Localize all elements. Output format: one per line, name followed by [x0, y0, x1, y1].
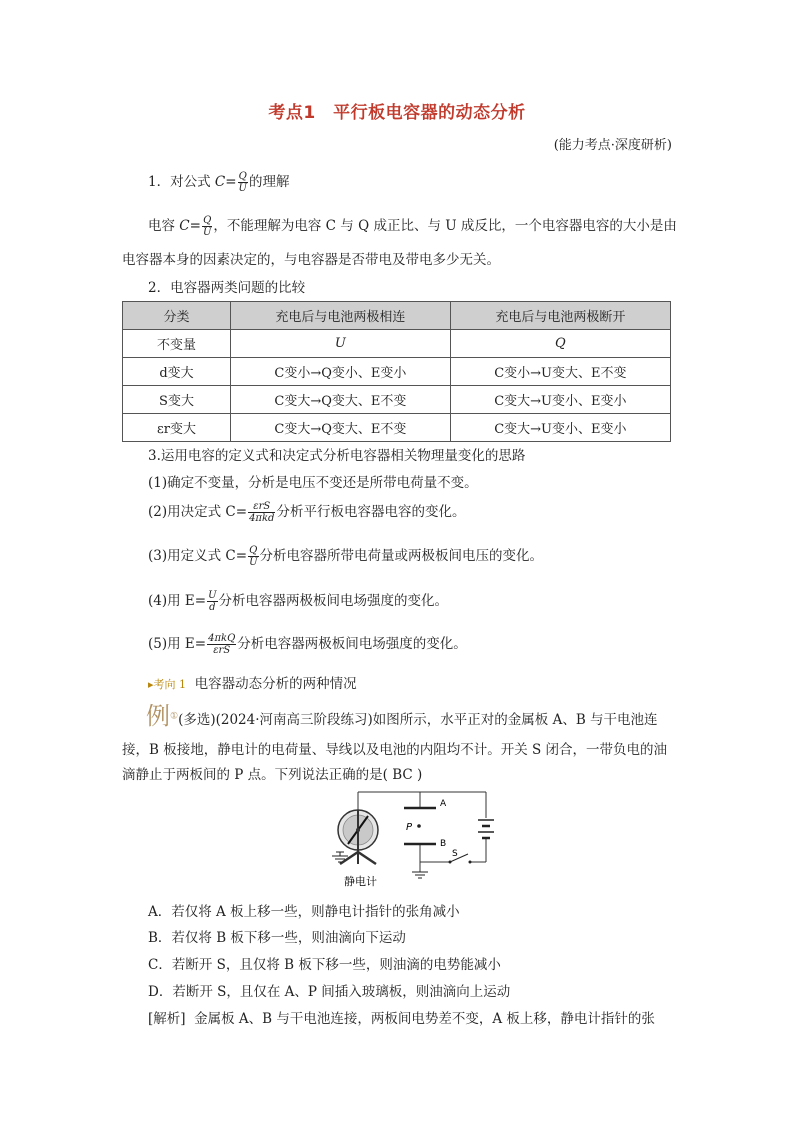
- analysis-text: 金属板 A、B 与干电池连接，两板间电势差不变，A 板上移，静电计指针的张: [194, 1011, 655, 1027]
- table-row: [123, 330, 671, 358]
- oil-drop: [417, 824, 421, 828]
- table-row: [123, 414, 671, 442]
- table-cell: C变小→Q变小、E变小: [231, 358, 451, 386]
- example-line2: 接，B 板接地，静电计的电荷量、导线以及电池的内阻均不计。开关 S 闭合，一带负电的油: [122, 742, 668, 758]
- step2-post: 分析平行板电容器电容的变化。: [276, 504, 466, 520]
- table-cell: Q: [450, 330, 670, 358]
- section2-heading: 2．电容器两类问题的比较: [148, 280, 306, 296]
- frac-num: Q: [238, 171, 247, 182]
- example-number: ①: [170, 711, 179, 722]
- section3-heading: 3.运用电容的定义式和决定式分析电容器相关物理量变化的思路: [148, 448, 526, 464]
- table-header: 充电后与电池两极相连: [231, 302, 451, 330]
- step-4: [148, 589, 448, 613]
- page-subtitle: (能力考点·深度研析): [553, 138, 672, 153]
- example-line1: [146, 696, 658, 731]
- step4-post: 分析电容器两极板间电场强度的变化。: [218, 593, 449, 609]
- step-2: [148, 500, 465, 524]
- step-1: (1)确定不变量，分析是电压不变还是所带电荷量不变。: [148, 475, 478, 491]
- example-label: 例: [146, 702, 170, 730]
- formula-capacitance-decision: [248, 501, 275, 524]
- p1-var: C: [179, 218, 190, 234]
- frac-den: U: [249, 557, 258, 568]
- formula-q-over-u-2: [202, 215, 212, 238]
- battery-icon: [478, 820, 494, 838]
- step-3: [148, 544, 543, 568]
- table-cell: C变大→Q变大、E不变: [231, 386, 451, 414]
- ground-icon: [412, 872, 428, 878]
- frac-num: 4πkQ: [208, 633, 236, 644]
- s1-heading-post: 的理解: [248, 174, 290, 190]
- comparison-table: [122, 301, 671, 442]
- circuit-figure: [318, 786, 498, 890]
- table-cell: C变大→U变小、E变小: [450, 414, 670, 442]
- frac-den: d: [209, 602, 216, 613]
- formula-capacitance-definition: [248, 545, 258, 568]
- table-cell: U: [231, 330, 451, 358]
- option-a: A．若仅将 A 板上移一些，则静电计指针的张角减小: [148, 904, 460, 920]
- option-d: D．若断开 S，且仅在 A、P 间插入玻璃板，则油滴向上运动: [148, 984, 511, 1000]
- table-row: [123, 358, 671, 386]
- table-cell: εr变大: [123, 414, 231, 442]
- s1-heading-var: C: [214, 174, 226, 190]
- table-header-row: [123, 302, 671, 330]
- p1-pre: 电容: [148, 218, 180, 234]
- page-title: 考点1 平行板电容器的动态分析: [268, 103, 526, 123]
- analysis-label: [解析]: [148, 1011, 186, 1027]
- step5-pre: (5)用 E=: [148, 636, 207, 652]
- section1-paragraph-line1: [148, 214, 677, 238]
- step4-pre: (4)用 E=: [148, 593, 207, 609]
- label-b: B: [440, 839, 447, 849]
- frac-num: εrS: [248, 501, 275, 513]
- section1-heading: [148, 170, 289, 194]
- frac-den: U: [202, 227, 212, 238]
- section1-paragraph-line2: 电容器本身的因素决定的，与电容器是否带电及带电多少无关。: [122, 252, 500, 268]
- table-header: 充电后与电池两极断开: [450, 302, 670, 330]
- label-a: A: [440, 799, 447, 809]
- example-line3: 滴静止于两板间的 P 点。下列说法正确的是( BC ): [122, 767, 423, 783]
- step3-pre: (3)用定义式 C=: [148, 548, 248, 564]
- step2-pre: (2)用决定式 C=: [148, 504, 248, 520]
- p1-eq: =: [189, 218, 201, 234]
- kaoxiang-marker: ▸考向 1: [148, 678, 187, 691]
- label-s: S: [452, 849, 458, 859]
- label-p: P: [406, 822, 413, 833]
- analysis-line: [148, 1007, 655, 1027]
- table-header: 分类: [123, 302, 231, 330]
- frac-num: Q: [203, 215, 212, 226]
- table-row: [123, 386, 671, 414]
- table-cell: S变大: [123, 386, 231, 414]
- table-cell: C变大→Q变大、E不变: [231, 414, 451, 442]
- table-cell: 不变量: [123, 330, 231, 358]
- option-c: C．若断开 S，且仅将 B 板下移一些，则油滴的电势能减小: [148, 957, 501, 973]
- step5-post: 分析电容器两极板间电场强度的变化。: [237, 636, 467, 652]
- formula-field-u-over-d: [207, 590, 217, 613]
- step3-post: 分析电容器所带电荷量或两极板间电压的变化。: [259, 548, 543, 564]
- frac-num: U: [208, 590, 217, 601]
- frac-den: εrS: [213, 645, 231, 656]
- figure-caption: 静电计: [344, 875, 377, 888]
- kaoxiang-text: 电容器动态分析的两种情况: [194, 676, 357, 692]
- table-cell: d变大: [123, 358, 231, 386]
- s1-heading-eq: =: [225, 174, 237, 190]
- example-text-1: (多选)(2024·河南高三阶段练习)如图所示，水平正对的金属板 A、B 与干电池连: [178, 712, 658, 728]
- formula-q-over-u: [238, 171, 248, 194]
- formula-field-charge: [207, 633, 236, 656]
- option-b: B．若仅将 B 板下移一些，则油滴向下运动: [148, 930, 406, 946]
- frac-den: 4πkd: [249, 513, 275, 524]
- frac-num: Q: [249, 545, 258, 556]
- table-cell: C变大→U变小、E变小: [450, 386, 670, 414]
- s1-heading-pre: 1．对公式: [148, 174, 215, 190]
- kaoxiang-heading: [148, 672, 357, 692]
- frac-den: U: [238, 183, 247, 194]
- p1-post: ，不能理解为电容 C 与 Q 成正比、与 U 成反比，一个电容器电容的大小是由: [213, 218, 677, 234]
- table-cell: C变小→U变大、E不变: [450, 358, 670, 386]
- step-5: [148, 632, 467, 656]
